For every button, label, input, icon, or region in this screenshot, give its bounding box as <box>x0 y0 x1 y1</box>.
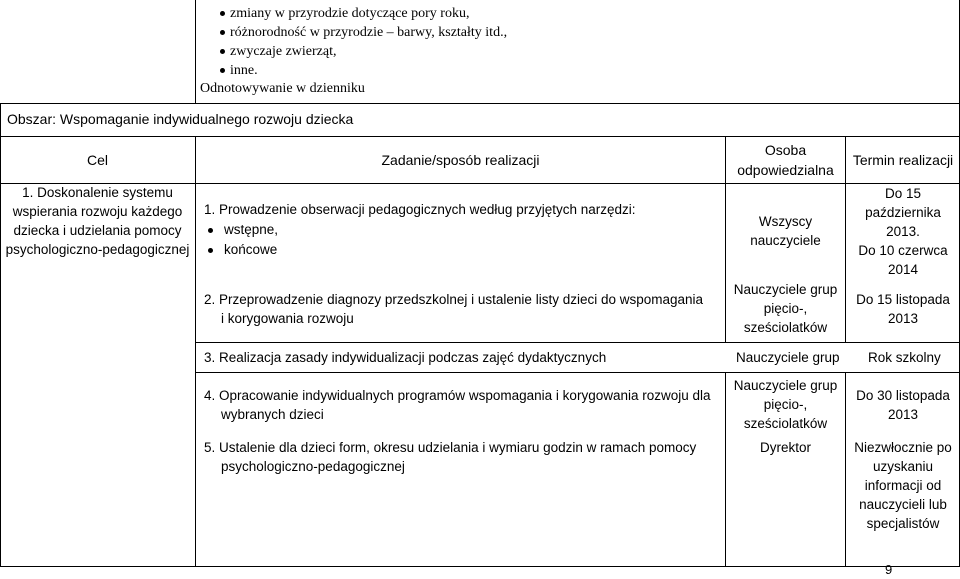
table-border <box>0 103 1 566</box>
person-line: Wszyscy <box>758 214 813 229</box>
list-item-text: zmiany w przyrodzie dotyczące pory roku, <box>230 6 470 21</box>
list-item <box>200 4 507 23</box>
deadline-3: Rok szkolny <box>868 350 941 365</box>
table-border <box>195 342 960 343</box>
header-deadline: Termin realizacji <box>852 152 954 168</box>
table-border <box>0 136 960 137</box>
header-person-line: odpowiedzialna <box>737 162 834 178</box>
person-line: pięcio-, <box>763 397 808 412</box>
task-line: wybranych dzieci <box>221 407 324 422</box>
person-2 <box>726 280 845 337</box>
goal-line: wspierania rozwoju każdego <box>12 204 183 219</box>
deadline-1 <box>846 184 960 279</box>
deadline-line: października <box>865 205 941 220</box>
person-1 <box>726 212 845 250</box>
goal-line: psychologiczno-pedagogicznej <box>5 242 190 257</box>
task-line: 5. Ustalenie dla dzieci form, okresu udzielania i wymiaru godzin w ramach pomocy <box>204 440 697 455</box>
deadline-line: 2013. <box>886 224 920 239</box>
deadline-2 <box>846 290 960 328</box>
list-item-text: różnorodność w przyrodzie – barwy, kształty itd., <box>230 25 508 40</box>
task-line: 2. Przeprowadzenie diagnozy przedszkolnej i ustalenie listy dzieci do wspomagania <box>204 292 704 307</box>
deadline-line: uzyskaniu <box>872 459 934 474</box>
table-border <box>0 566 960 567</box>
table-border <box>0 103 960 104</box>
deadline-line: 2014 <box>887 262 919 277</box>
task-4 <box>204 386 711 424</box>
deadline-line: Do 30 listopada <box>856 388 950 403</box>
person-line: pięcio-, <box>763 301 808 316</box>
task-line: psychologiczno-pedagogicznej <box>221 459 405 474</box>
list-item <box>200 23 507 42</box>
task-5 <box>204 438 696 476</box>
header-task: Zadanie/sposób realizacji <box>381 152 540 168</box>
deadline-line: Do 10 czerwca <box>858 243 948 258</box>
bullet-icon <box>208 228 213 233</box>
area-title: Obszar: Wspomaganie indywidualnego rozwoju dziecka <box>7 111 354 127</box>
person-5: Dyrektor <box>759 440 811 455</box>
bullet-icon <box>220 49 225 54</box>
bullet-icon <box>208 248 213 253</box>
bullet-icon <box>220 30 225 35</box>
goal-line: dziecka i udzielania pomocy <box>13 223 182 238</box>
person-line: sześciolatków <box>743 416 828 431</box>
deadline-4 <box>846 386 960 424</box>
person-line: nauczyciele <box>750 233 821 248</box>
deadline-line: 2013 <box>887 311 919 326</box>
task-1-bullets <box>204 220 278 260</box>
task-3: 3. Realizacja zasady indywidualizacji podczas zajęć dydaktycznych <box>204 350 607 365</box>
person-line: sześciolatków <box>743 320 828 335</box>
list-item <box>204 240 278 260</box>
task-2 <box>204 290 703 328</box>
page-number: 9 <box>885 562 893 577</box>
list-item-text: wstępne, <box>224 222 279 237</box>
deadline-line: Do 15 <box>884 186 922 201</box>
deadline-line: Niezwłocznie po <box>854 440 952 455</box>
task-line: 4. Opracowanie indywidualnych programów wspomagania i korygowania rozwoju dla <box>204 388 711 403</box>
deadline-line: informacji od <box>864 478 942 493</box>
top-bullet-list <box>200 4 507 80</box>
list-item-text: inne. <box>230 63 258 78</box>
table-border <box>195 0 196 103</box>
trailing-text: Odnotowywanie w dzienniku <box>200 81 365 96</box>
goal-text <box>0 183 195 259</box>
header-goal: Cel <box>86 152 108 168</box>
list-item <box>204 220 278 240</box>
task-1: 1. Prowadzenie obserwacji pedagogicznych według przyjętych narzędzi: <box>204 202 636 217</box>
list-item-text: końcowe <box>224 242 278 257</box>
deadline-line: specjalistów <box>866 516 940 531</box>
task-line: i korygowania rozwoju <box>221 311 354 326</box>
person-3: Nauczyciele grup <box>736 350 840 365</box>
header-person-line: Osoba <box>764 142 807 158</box>
deadline-line: nauczycieli lub <box>859 497 947 512</box>
bullet-icon <box>220 68 225 73</box>
deadline-line: 2013 <box>887 407 919 422</box>
bullet-icon <box>220 11 225 16</box>
person-line: Nauczyciele grup <box>733 378 838 393</box>
deadline-5 <box>846 438 960 533</box>
list-item <box>200 61 507 80</box>
person-4 <box>726 376 845 433</box>
list-item-text: zwyczaje zwierząt, <box>230 44 337 59</box>
table-border <box>195 136 196 566</box>
table-border <box>195 372 960 373</box>
list-item <box>200 42 507 61</box>
person-line: Nauczyciele grup <box>733 282 838 297</box>
goal-line: 1. Doskonalenie systemu <box>22 185 173 200</box>
header-person <box>726 140 845 180</box>
deadline-line: Do 15 listopada <box>856 292 950 307</box>
